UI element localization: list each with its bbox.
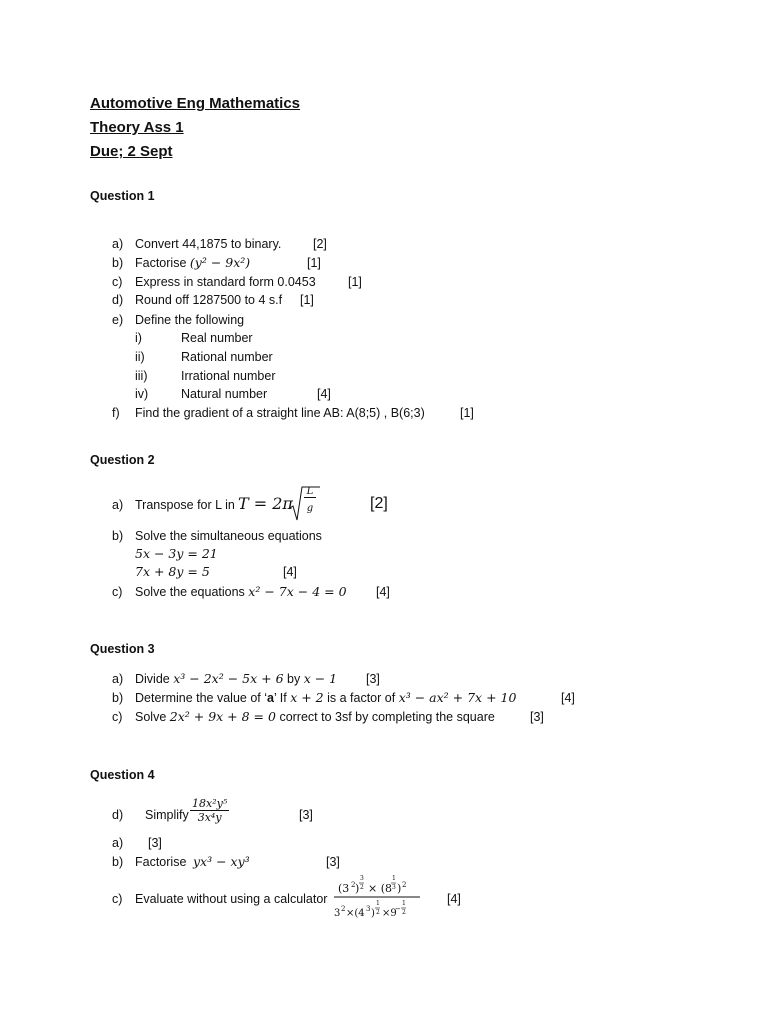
item-mark: [2]: [313, 237, 327, 251]
q2-equation-1: [135, 546, 218, 562]
question-1-heading: Question 1: [90, 189, 155, 203]
svg-text:): ): [371, 908, 375, 919]
item-math: x² − 7x − 4 = 0: [248, 584, 347, 599]
q4-fraction: [190, 797, 229, 824]
item-math: x³ − 2x² − 5x + 6: [173, 671, 284, 686]
item-text-words: Divide: [135, 672, 170, 686]
item-math: 2x² + 9x + 8 = 0: [169, 709, 276, 724]
fraction: [190, 797, 229, 824]
svg-text:): ): [397, 882, 402, 895]
assignment-subtitle: Theory Ass 1: [90, 119, 184, 136]
item-mark: [3]: [326, 855, 340, 869]
svg-text:3: 3: [392, 884, 396, 891]
item-label: b): [112, 256, 124, 270]
item-label: b): [112, 855, 124, 869]
item-text-bold: a: [267, 691, 274, 705]
question-2-heading: Question 2: [90, 453, 155, 467]
item-label: d): [112, 293, 124, 307]
item-label: a): [112, 237, 124, 251]
svg-text:× (8: × (8: [368, 882, 393, 895]
item-label: d): [112, 808, 124, 822]
subitem-label: i): [135, 331, 142, 345]
equation-text: 5x − 3y = 21: [135, 546, 218, 561]
item-text: Solve the simultaneous equations: [135, 529, 322, 543]
item-mark: [1]: [300, 293, 314, 307]
fraction-numerator: 18x²y⁵: [192, 797, 228, 810]
item-label: c): [112, 275, 123, 289]
item-text-words: by: [287, 672, 301, 686]
item-mark: [1]: [348, 275, 362, 289]
item-mark: [4]: [561, 691, 575, 705]
fraction-denominator: 3x⁴y: [197, 811, 222, 824]
item-mark: [1]: [307, 256, 321, 270]
item-text: Transpose for L in: [135, 498, 235, 512]
item-text-words: correct to 3sf by completing the square: [279, 710, 495, 724]
item-label: b): [112, 691, 124, 705]
subitem-text: Irrational number: [181, 369, 276, 383]
svg-text:3: 3: [366, 905, 371, 913]
item-mark: [3]: [366, 672, 380, 686]
item-text-words: Solve the equations: [135, 585, 245, 599]
due-date: Due; 2 Sept: [90, 143, 173, 160]
svg-text:2: 2: [402, 909, 406, 916]
item-text-words: Solve: [135, 710, 167, 724]
item-label: a): [112, 836, 124, 850]
svg-text:): ): [355, 882, 360, 895]
svg-text:×9: ×9: [382, 908, 397, 919]
subitem-text: Real number: [181, 331, 253, 345]
item-label: b): [112, 529, 124, 543]
item-text: Express in standard form 0.0453: [135, 275, 316, 289]
item-text-words: Determine the value of ‘: [135, 691, 268, 705]
item-text: [135, 709, 495, 725]
evaluate-expression: [332, 870, 424, 922]
formula-denominator: g: [306, 503, 314, 514]
item-label: c): [112, 892, 123, 906]
svg-text:1: 1: [402, 900, 406, 907]
item-math: x³ − ax² + 7x + 10: [398, 690, 517, 705]
item-mark: [3]: [299, 808, 313, 822]
item-text: [135, 584, 347, 600]
item-text-words: is a factor of: [327, 691, 396, 705]
svg-text:1: 1: [392, 875, 396, 882]
svg-text:2: 2: [351, 881, 356, 889]
equation-text: 7x + 8y = 5: [135, 564, 210, 579]
subitem-mark: [4]: [317, 387, 331, 401]
svg-text:3: 3: [360, 875, 364, 882]
svg-text:×(4: ×(4: [346, 908, 365, 919]
item-text: Round off 1287500 to 4 s.f: [135, 293, 283, 307]
item-label: c): [112, 585, 123, 599]
svg-text:2: 2: [376, 909, 380, 916]
item-mark: [1]: [460, 406, 474, 420]
svg-text:3: 3: [334, 908, 341, 919]
item-text: Define the following: [135, 313, 245, 327]
svg-text:2: 2: [341, 905, 346, 913]
question-3-heading: Question 3: [90, 642, 155, 656]
item-label: e): [112, 313, 124, 327]
svg-text:2: 2: [360, 884, 364, 891]
svg-text:(3: (3: [338, 882, 350, 895]
item-text: [135, 690, 516, 706]
formula-numerator: L: [304, 486, 316, 498]
svg-text:1: 1: [376, 900, 380, 907]
item-label: f): [112, 406, 120, 420]
svg-text:2: 2: [402, 881, 407, 889]
item-text: [135, 255, 250, 271]
item-mark: [4]: [447, 892, 461, 906]
item-math: (y² − 9x²): [189, 255, 251, 270]
item-text-words: Factorise: [135, 256, 187, 270]
item-mark: [3]: [530, 710, 544, 724]
item-text: Simplify: [145, 808, 189, 822]
subitem-text: Natural number: [181, 387, 268, 401]
item-mark: [4]: [376, 585, 390, 599]
subitem-label: iv): [135, 387, 149, 401]
subitem-label: iii): [135, 369, 148, 383]
item-text: Find the gradient of a straight line AB: A(8;5) , B(6;3): [135, 406, 425, 420]
q2-a-mark: [2]: [370, 495, 388, 512]
subitem-text: Rational number: [181, 350, 273, 364]
item-label: a): [112, 672, 124, 686]
subitem-label: ii): [135, 350, 145, 364]
document-title: Automotive Eng Mathematics: [90, 95, 301, 112]
item-math: x − 1: [303, 671, 338, 686]
item-label: a): [112, 498, 124, 512]
item-text: Factorise: [135, 855, 187, 869]
formula-lhs: T = 2π: [238, 494, 293, 513]
item-mark: [4]: [283, 565, 297, 579]
item-math: yx³ − xy³: [193, 854, 250, 869]
question-4-heading: Question 4: [90, 768, 155, 782]
item-text: Convert 44,1875 to binary.: [135, 237, 282, 251]
item-text: [3]: [148, 836, 162, 850]
svg-text:−: −: [395, 905, 401, 913]
item-math: x + 2: [290, 690, 324, 705]
item-label: c): [112, 710, 123, 724]
item-text: [135, 671, 337, 687]
item-text-words: ’ If: [273, 691, 287, 705]
item-text: Evaluate without using a calculator: [135, 892, 328, 906]
